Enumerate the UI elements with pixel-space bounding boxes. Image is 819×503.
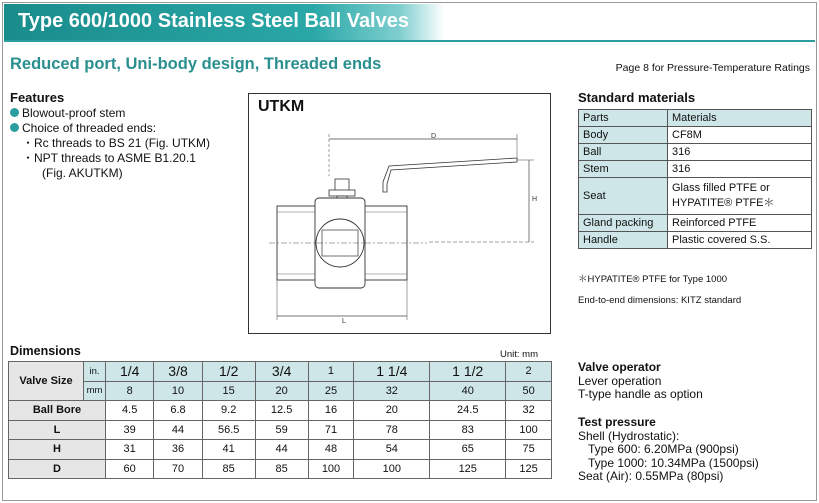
bullet-icon	[10, 108, 19, 117]
size-in-cell: 1 1/4	[354, 362, 430, 382]
size-in-cell: 3/8	[154, 362, 202, 382]
unit-mm: mm	[84, 381, 106, 401]
row-label: L	[9, 420, 106, 440]
size-in-cell: 1 1/2	[430, 362, 506, 382]
col-header-materials: Materials	[668, 110, 812, 127]
value-cell: 41	[202, 440, 255, 460]
valve-operator-heading: Valve operator	[578, 360, 661, 374]
table-row	[9, 401, 552, 421]
table-row	[9, 459, 552, 479]
test-pressure-heading: Test pressure	[578, 415, 656, 429]
ball-bore	[322, 230, 358, 256]
part-cell: Ball	[579, 144, 668, 161]
value-cell: 78	[354, 420, 430, 440]
valve-size-label: Valve Size	[9, 362, 84, 401]
table-row	[579, 178, 812, 215]
table-row	[579, 215, 812, 232]
material-cell: 316	[668, 161, 812, 178]
materials-note: End-to-end dimensions: KITZ standard	[578, 295, 742, 306]
table-header-row	[579, 110, 812, 127]
material-cell: CF8M	[668, 127, 812, 144]
part-cell: Gland packing	[579, 215, 668, 232]
size-mm-cell: 8	[106, 381, 154, 401]
value-cell: 71	[308, 420, 354, 440]
valve-diagram-svg	[249, 94, 552, 335]
row-label: H	[9, 440, 106, 460]
table-row	[579, 232, 812, 249]
title-divider	[4, 40, 815, 42]
size-mm-row	[9, 381, 552, 401]
value-cell: 60	[106, 459, 154, 479]
feature-sub-item: (Fig. AKUTKM)	[42, 166, 123, 180]
size-mm-cell: 50	[506, 381, 552, 401]
size-in-cell: 1	[308, 362, 354, 382]
subtitle: Reduced port, Uni-body design, Threaded ends	[10, 55, 382, 73]
valve-operator-section	[578, 361, 703, 402]
material-cell: Reinforced PTFE	[668, 215, 812, 232]
test-pressure-section	[578, 416, 759, 484]
size-in-cell: 1/4	[106, 362, 154, 382]
valve-drawing	[248, 93, 551, 334]
value-cell: 44	[154, 420, 202, 440]
value-cell: 125	[430, 459, 506, 479]
feature-sub-item: ・Rc threads to BS 21 (Fig. UTKM)	[22, 136, 211, 150]
table-row	[579, 144, 812, 161]
size-in-cell: 2	[506, 362, 552, 382]
feature-item: Blowout-proof stem	[10, 106, 210, 121]
value-cell: 100	[354, 459, 430, 479]
value-cell: 59	[255, 420, 308, 440]
value-cell: 75	[506, 440, 552, 460]
value-cell: 12.5	[255, 401, 308, 421]
materials-table	[578, 109, 812, 249]
table-row	[579, 161, 812, 178]
size-in-cell: 1/2	[202, 362, 255, 382]
value-cell: 4.5	[106, 401, 154, 421]
value-cell: 65	[430, 440, 506, 460]
features-section	[10, 90, 210, 181]
test-line: Type 1000: 10.34MPa (1500psi)	[588, 455, 759, 470]
material-line: HYPATITE® PTFE＊	[672, 197, 775, 209]
value-cell: 20	[354, 401, 430, 421]
dim-label-h: H	[532, 196, 538, 203]
features-heading: Features	[10, 90, 65, 105]
value-cell: 36	[154, 440, 202, 460]
dim-label-l: L	[342, 318, 346, 325]
value-cell: 125	[506, 459, 552, 479]
part-cell: Handle	[579, 232, 668, 249]
part-cell: Seat	[579, 178, 668, 215]
value-cell: 39	[106, 420, 154, 440]
drawing-title: UTKM	[258, 98, 305, 115]
size-mm-cell: 32	[354, 381, 430, 401]
page-title: Type 600/1000 Stainless Steel Ball Valves	[18, 10, 409, 32]
feature-sub-item: ・NPT threads to ASME B1.20.1	[22, 151, 196, 165]
value-cell: 24.5	[430, 401, 506, 421]
dimensions-table	[8, 361, 552, 479]
value-cell: 85	[255, 459, 308, 479]
dimensions-unit: Unit: mm	[500, 349, 538, 360]
dimensions-heading: Dimensions	[10, 344, 81, 358]
title-banner	[4, 4, 444, 40]
material-cell: 316	[668, 144, 812, 161]
test-line: Shell (Hydrostatic):	[578, 428, 680, 443]
test-line: Seat (Air): 0.55MPa (80psi)	[578, 469, 724, 483]
size-mm-cell: 20	[255, 381, 308, 401]
operator-line: T-type handle as option	[578, 387, 703, 401]
row-label: D	[9, 459, 106, 479]
materials-heading: Standard materials	[578, 90, 696, 105]
value-cell: 83	[430, 420, 506, 440]
table-row	[9, 420, 552, 440]
size-mm-cell: 15	[202, 381, 255, 401]
value-cell: 32	[506, 401, 552, 421]
table-row	[579, 127, 812, 144]
part-cell: Body	[579, 127, 668, 144]
value-cell: 16	[308, 401, 354, 421]
feature-item: Choice of threaded ends:	[10, 121, 210, 136]
size-mm-cell: 25	[308, 381, 354, 401]
value-cell: 9.2	[202, 401, 255, 421]
value-cell: 70	[154, 459, 202, 479]
value-cell: 54	[354, 440, 430, 460]
material-cell: Plastic covered S.S.	[668, 232, 812, 249]
table-row	[9, 440, 552, 460]
col-header-parts: Parts	[579, 110, 668, 127]
size-in-cell: 3/4	[255, 362, 308, 382]
value-cell: 6.8	[154, 401, 202, 421]
row-label: Ball Bore	[9, 401, 106, 421]
value-cell: 44	[255, 440, 308, 460]
operator-line: Lever operation	[578, 373, 662, 388]
materials-footnote: ＊HYPATITE® PTFE for Type 1000	[578, 274, 728, 285]
bullet-icon	[10, 123, 19, 132]
test-line: Type 600: 6.20MPa (900psi)	[588, 442, 739, 456]
dim-label-d: D	[431, 133, 437, 140]
stem-nut	[335, 179, 349, 191]
size-in-row	[9, 362, 552, 382]
value-cell: 85	[202, 459, 255, 479]
value-cell: 31	[106, 440, 154, 460]
size-mm-cell: 10	[154, 381, 202, 401]
unit-in: in.	[84, 362, 106, 382]
material-line: Glass filled PTFE or	[672, 182, 770, 194]
page-reference: Page 8 for Pressure-Temperature Ratings	[615, 62, 810, 74]
value-cell: 100	[308, 459, 354, 479]
size-mm-cell: 40	[430, 381, 506, 401]
value-cell: 100	[506, 420, 552, 440]
handle-lever	[383, 158, 517, 192]
value-cell: 56.5	[202, 420, 255, 440]
value-cell: 48	[308, 440, 354, 460]
material-cell	[668, 178, 812, 215]
part-cell: Stem	[579, 161, 668, 178]
